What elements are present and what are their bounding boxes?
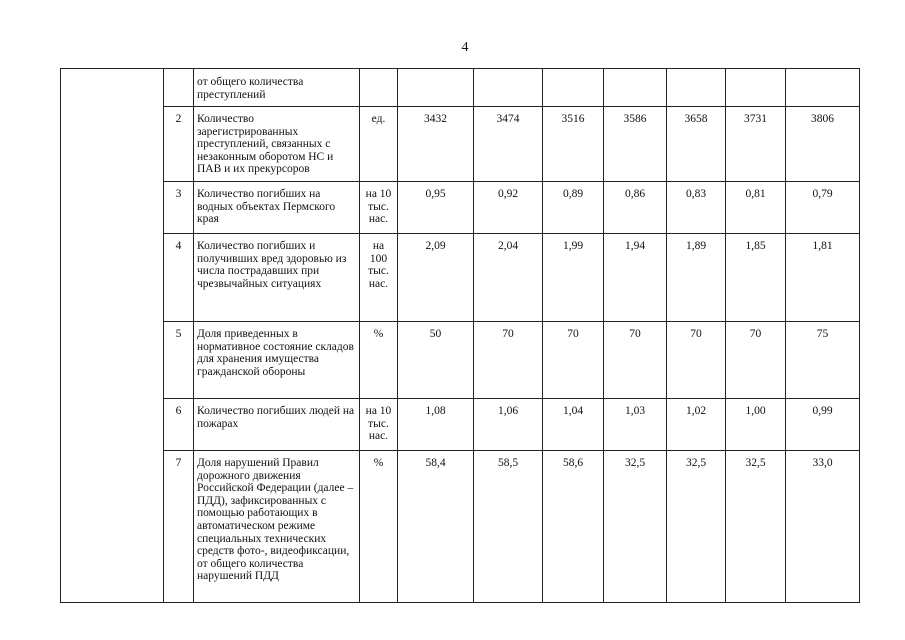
row-number: 7 (164, 451, 194, 603)
indicator-name: от общего количества преступлений (194, 69, 360, 107)
unit-cell: на 100 тыс. нас. (360, 234, 398, 322)
table-row (61, 451, 860, 603)
value-cell (726, 69, 786, 107)
value-cell: 3658 (667, 107, 726, 182)
left-merged-cell (61, 69, 164, 603)
value-cell (667, 69, 726, 107)
value-cell: 3806 (786, 107, 860, 182)
value-cell: 1,00 (726, 399, 786, 451)
value-cell: 1,89 (667, 234, 726, 322)
value-cell: 32,5 (726, 451, 786, 603)
value-cell: 50 (398, 322, 474, 399)
value-cell: 70 (726, 322, 786, 399)
value-cell: 75 (786, 322, 860, 399)
value-cell (786, 69, 860, 107)
value-cell: 70 (474, 322, 543, 399)
value-cell (543, 69, 604, 107)
value-cell: 1,81 (786, 234, 860, 322)
table-row (61, 182, 860, 234)
unit-cell (360, 69, 398, 107)
indicator-name: Количество погибших на водных объектах Пермского края (194, 182, 360, 234)
value-cell: 3474 (474, 107, 543, 182)
unit-cell: % (360, 451, 398, 603)
row-number: 5 (164, 322, 194, 399)
value-cell: 0,86 (604, 182, 667, 234)
value-cell: 1,85 (726, 234, 786, 322)
unit-cell: на 10 тыс. нас. (360, 399, 398, 451)
value-cell: 2,04 (474, 234, 543, 322)
value-cell: 0,92 (474, 182, 543, 234)
table-row (61, 234, 860, 322)
row-number: 4 (164, 234, 194, 322)
value-cell: 58,4 (398, 451, 474, 603)
value-cell: 0,99 (786, 399, 860, 451)
value-cell: 0,89 (543, 182, 604, 234)
value-cell: 1,94 (604, 234, 667, 322)
value-cell: 58,6 (543, 451, 604, 603)
unit-cell: на 10 тыс. нас. (360, 182, 398, 234)
value-cell: 2,09 (398, 234, 474, 322)
indicator-name: Доля приведенных в нормативное состояние складов для хранения имущества гражданской обороны (194, 322, 360, 399)
value-cell: 0,79 (786, 182, 860, 234)
value-cell: 1,02 (667, 399, 726, 451)
value-cell: 3432 (398, 107, 474, 182)
row-number: 6 (164, 399, 194, 451)
indicator-name: Количество погибших людей на пожарах (194, 399, 360, 451)
indicators-table (60, 68, 860, 603)
row-number: 3 (164, 182, 194, 234)
indicator-name: Доля нарушений Правил дорожного движения Российской Федерации (далее – ПДД), зафиксированных с помощью работающих в автоматическом режиме специальных технических средств фото-, видеофиксации, от общего количества нарушений ПДД (194, 451, 360, 603)
row-number (164, 69, 194, 107)
value-cell: 32,5 (667, 451, 726, 603)
table-row (61, 322, 860, 399)
value-cell: 3731 (726, 107, 786, 182)
table-row (61, 107, 860, 182)
value-cell: 1,99 (543, 234, 604, 322)
value-cell: 33,0 (786, 451, 860, 603)
value-cell: 3516 (543, 107, 604, 182)
table-row (61, 399, 860, 451)
value-cell: 70 (604, 322, 667, 399)
value-cell: 1,06 (474, 399, 543, 451)
value-cell: 3586 (604, 107, 667, 182)
value-cell: 70 (543, 322, 604, 399)
value-cell: 1,03 (604, 399, 667, 451)
indicator-name: Количество зарегистрированных преступлений, связанных с незаконным оборотом НС и ПАВ и их прекурсоров (194, 107, 360, 182)
value-cell: 0,83 (667, 182, 726, 234)
value-cell: 70 (667, 322, 726, 399)
row-number: 2 (164, 107, 194, 182)
value-cell (604, 69, 667, 107)
page-number: 4 (461, 40, 469, 55)
unit-cell: ед. (360, 107, 398, 182)
value-cell: 1,04 (543, 399, 604, 451)
value-cell (398, 69, 474, 107)
value-cell: 1,08 (398, 399, 474, 451)
value-cell: 32,5 (604, 451, 667, 603)
indicator-name: Количество погибших и получивших вред здоровью из числа пострадавших при чрезвычайных ситуациях (194, 234, 360, 322)
unit-cell: % (360, 322, 398, 399)
value-cell: 58,5 (474, 451, 543, 603)
table-row (61, 69, 860, 107)
value-cell: 0,81 (726, 182, 786, 234)
value-cell: 0,95 (398, 182, 474, 234)
value-cell (474, 69, 543, 107)
